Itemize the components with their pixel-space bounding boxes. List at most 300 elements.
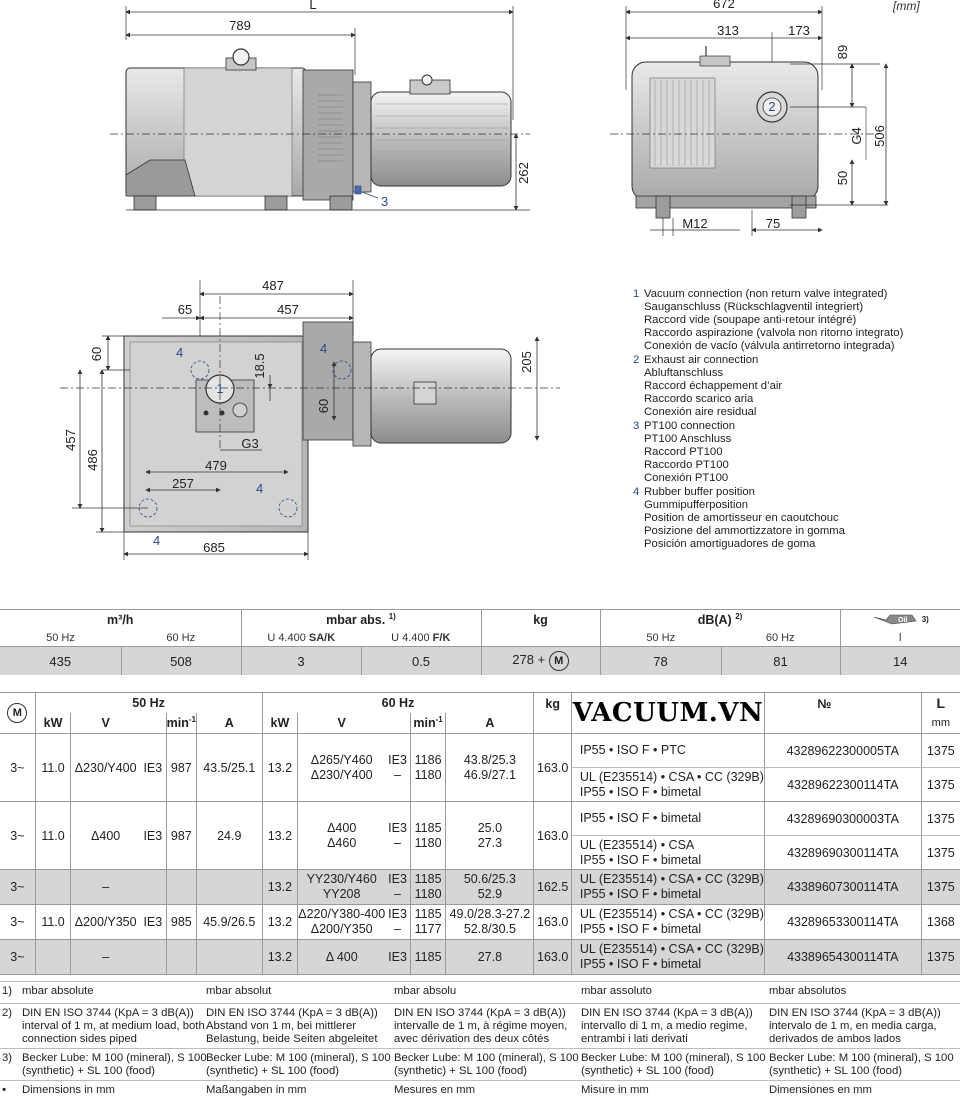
table-row	[0, 802, 960, 836]
cell-ie60	[385, 870, 410, 905]
motor-header-60: 60 Hz	[262, 693, 534, 714]
footnote-mark: 1)	[2, 985, 13, 997]
cell-part-number: 43289690300003TA	[764, 802, 921, 836]
spec-line: IP55 • ISO F • bimetal	[579, 784, 702, 799]
cell-spec	[571, 905, 764, 940]
footnote-line: entrambi i lati derivati	[581, 1033, 688, 1045]
cell-a60	[446, 802, 534, 870]
cell-v60	[298, 940, 385, 975]
legend-line: Posizione del ammortizzatore in gomma	[644, 525, 845, 537]
cell-length: 1375	[921, 734, 960, 768]
cell-part-number: 43389654300114TA	[764, 940, 921, 975]
legend-group	[633, 354, 953, 419]
rpm60-line: 1177	[414, 922, 442, 936]
cell-a50	[197, 940, 263, 975]
motor-header-m: M	[0, 693, 35, 734]
cell-kw50	[35, 940, 71, 975]
footnote-cell	[769, 985, 846, 998]
cell-kw50: 11.0	[35, 734, 71, 802]
cell-a50: 43.5/25.1	[197, 734, 263, 802]
cell-rpm50	[166, 870, 196, 905]
footnote-cell	[394, 985, 456, 998]
cell-rpm60	[410, 870, 445, 905]
callout-4b: 4	[320, 341, 328, 356]
spec-table	[0, 609, 960, 675]
cell-part-number: 43289622300005TA	[764, 734, 921, 768]
footnote-cell	[22, 1084, 115, 1097]
footnote-line: DIN EN ISO 3744 (KpA = 3 dB(A))	[394, 1007, 566, 1019]
cell-kw50	[35, 870, 71, 905]
motor-symbol: M	[549, 651, 569, 671]
cell-v60	[298, 870, 385, 905]
sub-60hz: 60 Hz	[121, 630, 241, 647]
cell-part-number: 43289622300114TA	[764, 768, 921, 802]
footnote-line: Becker Lube: M 100 (mineral), S 100	[581, 1052, 766, 1064]
cell-part-number: 43289653300114TA	[764, 905, 921, 940]
ie60-line: –	[394, 767, 401, 782]
cell-length: 1375	[921, 836, 960, 870]
a60-line: 52.9	[477, 887, 503, 901]
logo: VACUUM.VN	[571, 693, 764, 734]
legend-line: Raccordo PT100	[644, 459, 729, 471]
footnote-line: mbar absolut	[206, 985, 272, 997]
footnote-cell	[394, 1007, 567, 1046]
v60-line: Δ230/Y400	[310, 767, 373, 782]
spec-line: UL (E235514) • CSA • CC (329B)	[579, 872, 764, 886]
footnote-line: DIN EN ISO 3744 (KpA = 3 dB(A))	[22, 1007, 194, 1019]
legend-line: PT100 connection	[644, 420, 736, 432]
legend	[633, 288, 953, 552]
cell-ie60	[385, 802, 410, 870]
col-v50: V	[71, 713, 140, 734]
footnote-mark: ▪	[2, 1084, 7, 1096]
footnote-cell	[769, 1084, 872, 1097]
footnote-cell	[769, 1052, 954, 1078]
legend-line: Conexión aire residual	[644, 406, 757, 418]
dim-205: 205	[519, 351, 534, 373]
val-60: 508	[121, 647, 241, 676]
footnote-line: (synthetic) + SL 100 (food)	[581, 1065, 715, 1077]
footnote-line: DIN EN ISO 3744 (KpA = 3 dB(A))	[581, 1007, 753, 1019]
dim-685: 685	[203, 540, 225, 555]
footnote-cell	[22, 1052, 207, 1078]
footnote-line: Abstand von 1 m, bei mittlerer	[206, 1020, 357, 1032]
dim-257: 257	[172, 476, 194, 491]
cell-rpm50: 985	[166, 905, 196, 940]
callout-2: 2	[768, 99, 776, 114]
dim-486: 486	[85, 449, 100, 471]
cell-kg: 163.0	[534, 734, 571, 802]
legend-number: 1	[633, 288, 640, 300]
footnote-mark: 2)	[2, 1007, 13, 1019]
a60-line: 27.3	[477, 835, 503, 850]
footnote-cell	[206, 1052, 391, 1078]
cell-ie50	[140, 940, 166, 975]
ie60-line: IE3	[388, 752, 407, 767]
footnote-row	[0, 981, 960, 1003]
cell-spec	[571, 870, 764, 905]
footnote-cell	[769, 1007, 941, 1046]
val-db60: 81	[721, 647, 840, 676]
cell-kw50: 11.0	[35, 905, 71, 940]
cell-v60	[298, 905, 385, 940]
sub-sak: U 4.400 SA/K	[241, 630, 361, 647]
footnote-line: mbar absolute	[22, 985, 94, 997]
cell-v50: Δ200/Y350	[71, 905, 140, 940]
dim-50: 50	[835, 170, 850, 186]
val-kg: 278 + M	[481, 647, 600, 676]
val-sak: 3	[241, 647, 361, 676]
footnote-line: (synthetic) + SL 100 (food)	[206, 1065, 340, 1077]
svg-text:Oil: Oil	[897, 616, 908, 624]
dim-789: 789	[229, 18, 251, 33]
cell-rpm60	[410, 802, 445, 870]
footnote-cell	[581, 1007, 753, 1046]
dim-457-vert: 457	[63, 429, 78, 451]
footnote-row	[0, 1080, 960, 1104]
table-row	[0, 905, 960, 940]
cell-rpm50: 987	[166, 734, 196, 802]
legend-line: Abluftanschluss	[644, 367, 724, 379]
sub-db60: 60 Hz	[721, 630, 840, 647]
motor-header-L: L	[921, 693, 960, 714]
rpm60-line: 1180	[414, 887, 442, 901]
cell-v60	[298, 734, 385, 802]
legend-number: 3	[633, 420, 640, 432]
ie60-line: IE3	[388, 949, 407, 964]
ie60-line: IE3	[388, 872, 407, 886]
ie60-line: IE3	[388, 820, 407, 835]
rpm60-line: 1185	[414, 872, 442, 886]
legend-group	[633, 420, 953, 485]
cell-ph: 3~	[0, 940, 35, 975]
callout-4c: 4	[256, 481, 264, 496]
footnote-line: (synthetic) + SL 100 (food)	[22, 1065, 156, 1077]
legend-line: Position de amortisseur en caoutchouc	[644, 512, 839, 524]
cell-spec	[571, 836, 764, 870]
cell-length: 1375	[921, 870, 960, 905]
val-oil: 14	[840, 647, 960, 676]
legend-line: Conexión PT100	[644, 472, 729, 484]
spec-line: IP55 • ISO F • bimetal	[579, 957, 702, 971]
sub-50hz: 50 Hz	[0, 630, 121, 647]
spec-line: UL (E235514) • CSA • CC (329B)	[579, 907, 764, 921]
legend-line: Exhaust air connection	[644, 354, 759, 366]
val-db50: 78	[600, 647, 721, 676]
dim-75: 75	[765, 216, 781, 231]
cell-ph: 3~	[0, 734, 35, 802]
cell-a60	[446, 940, 534, 975]
footnote-line: Becker Lube: M 100 (mineral), S 100	[22, 1052, 207, 1064]
dim-487: 487	[262, 278, 284, 293]
dim-479: 479	[205, 458, 227, 473]
a60-line: 46.9/27.1	[463, 767, 516, 782]
cell-rpm60	[410, 905, 445, 940]
footnote-line: mbar assoluto	[581, 985, 652, 997]
legend-group	[633, 486, 953, 551]
a60-line: 52.8/30.5	[463, 922, 516, 936]
footnote-cell	[22, 1007, 205, 1046]
cell-kw60: 13.2	[262, 870, 298, 905]
v60-line: Δ400	[327, 820, 357, 835]
cell-kg: 163.0	[534, 940, 571, 975]
spec-line: IP55 • ISO F • bimetal	[579, 922, 702, 936]
cell-v50: –	[71, 940, 140, 975]
rpm60-line: 1185	[414, 907, 442, 921]
cell-part-number: 43389607300114TA	[764, 870, 921, 905]
col-v60: V	[298, 713, 385, 734]
cell-v50: –	[71, 870, 140, 905]
footnote-cell	[206, 1084, 306, 1097]
footnote-line: Mesures en mm	[394, 1084, 475, 1096]
oil-can-icon	[872, 611, 922, 627]
dim-262: 262	[516, 162, 531, 184]
spec-line: IP55 • ISO F • bimetal	[579, 852, 702, 867]
legend-line: Vacuum connection (non return valve integrated)	[644, 288, 888, 300]
footnote-cell	[22, 985, 94, 998]
motor-header-50: 50 Hz	[35, 693, 262, 714]
cell-ph: 3~	[0, 870, 35, 905]
footnote-line: DIN EN ISO 3744 (KpA = 3 dB(A))	[206, 1007, 378, 1019]
rpm60-line: 1180	[414, 835, 442, 850]
motor-header-kg: kg	[534, 693, 571, 734]
legend-line: Gummipufferposition	[644, 499, 749, 511]
footnote-line: Maßangaben in mm	[206, 1084, 307, 1096]
footnote-row	[0, 1003, 960, 1048]
footnote-cell	[206, 1007, 378, 1046]
footnote-line: Becker Lube: M 100 (mineral), S 100	[394, 1052, 579, 1064]
footnote-line: intervalle de 1 m, à régime moyen,	[394, 1020, 568, 1032]
cell-part-number: 43289690300114TA	[764, 836, 921, 870]
motor-header-no: №	[764, 693, 883, 734]
ie60-line: –	[394, 922, 401, 936]
table-row	[0, 870, 960, 905]
footnote-line: mbar absolu	[394, 985, 457, 997]
rpm60-line: 1185	[414, 949, 442, 964]
footnote-row	[0, 1048, 960, 1080]
cell-kw60: 13.2	[262, 802, 298, 870]
legend-number: 4	[633, 486, 640, 498]
ie60-line: –	[394, 887, 401, 901]
cell-rpm50: 987	[166, 802, 196, 870]
footnote-cell	[394, 1052, 579, 1078]
footnote-line: Dimensiones en mm	[769, 1084, 872, 1096]
header-pressure: mbar abs. $^{1)}$	[241, 610, 481, 631]
legend-line: Raccord vide (soupape anti-retour intégré)	[644, 314, 857, 326]
v60-line: Δ265/Y460	[310, 752, 373, 767]
footnote-line: derivados de ambos lados	[769, 1033, 901, 1045]
dim-M12: M12	[682, 216, 708, 231]
footnote-cell	[206, 985, 271, 998]
col-mm: mm	[921, 713, 960, 734]
dim-60-side: 60	[316, 398, 331, 414]
cell-length: 1375	[921, 802, 960, 836]
v60-line: YY230/Y460	[306, 872, 377, 886]
spec-line: UL (E235514) • CSA • CC (329B)	[579, 942, 764, 956]
footnote-line: connection sides piped	[22, 1033, 137, 1045]
cell-spec	[571, 734, 764, 768]
footnote-cell	[581, 1052, 766, 1078]
cell-a60	[446, 905, 534, 940]
rpm60-line: 1180	[414, 767, 442, 782]
dim-G3: G3	[241, 436, 259, 451]
footnote-cell	[581, 1084, 649, 1097]
footnote-line: (synthetic) + SL 100 (food)	[394, 1065, 528, 1077]
v60-line: Δ220/Y380-400	[298, 907, 386, 921]
sub-l: l	[840, 630, 960, 647]
dim-313: 313	[717, 23, 739, 38]
legend-line: Conexión de vacío (válvula antirretorno integrada)	[644, 340, 895, 352]
cell-v50: Δ230/Y400	[71, 734, 140, 802]
cell-rpm60	[410, 734, 445, 802]
a60-line: 50.6/25.3	[463, 872, 516, 886]
cell-ie60	[385, 905, 410, 940]
cell-a50	[197, 870, 263, 905]
dim-89: 89	[835, 44, 850, 60]
cell-ie50: IE3	[140, 802, 166, 870]
footnote-line: Becker Lube: M 100 (mineral), S 100	[206, 1052, 391, 1064]
cell-v50: Δ400	[71, 802, 140, 870]
legend-line: Posición amortiguadores de goma	[644, 538, 816, 550]
footnote-cell	[394, 1084, 475, 1097]
spec-line: IP55 • ISO F • bimetal	[579, 887, 702, 901]
legend-line: Raccord PT100	[644, 446, 723, 458]
footnote-line: Misure in mm	[581, 1084, 649, 1096]
header-db: dB(A) $^{2)}$	[600, 610, 840, 631]
legend-line: Sauganschluss (Rückschlagventil integriert)	[644, 301, 864, 313]
spec-line: IP55 • ISO F • PTC	[579, 743, 686, 757]
a60-line: 49.0/28.3-27.2	[449, 907, 531, 921]
legend-number: 2	[633, 354, 640, 366]
cell-kg: 163.0	[534, 905, 571, 940]
cell-kg: 163.0	[534, 802, 571, 870]
cell-a50: 24.9	[197, 802, 263, 870]
cell-rpm60	[410, 940, 445, 975]
a60-line: 43.8/25.3	[463, 752, 516, 767]
cell-rpm50	[166, 940, 196, 975]
ie60-line: IE3	[388, 907, 407, 921]
legend-line: Raccordo scarico aria	[644, 393, 754, 405]
cell-ie60	[385, 734, 410, 802]
dim-672: 672	[713, 0, 735, 11]
val-50: 435	[0, 647, 121, 676]
cell-length: 1368	[921, 905, 960, 940]
v60-line: Δ200/Y350	[310, 922, 373, 936]
val-fk: 0.5	[361, 647, 481, 676]
cell-length: 1375	[921, 940, 960, 975]
footnote-line: avec dérivation des deux côtés	[394, 1033, 550, 1045]
unit-label: [mm]	[893, 0, 920, 13]
header-flow: m³/h	[0, 610, 241, 631]
legend-line: Raccordo aspirazione (valvola non ritorno integrato)	[644, 327, 904, 339]
dim-G4: G4	[849, 127, 864, 145]
callout-1: 1	[216, 381, 224, 396]
footnote-line: mbar absolutos	[769, 985, 847, 997]
footnote-line: intervallo di 1 m, a medio regime,	[581, 1020, 748, 1032]
sub-fk: U 4.400 F/K	[361, 630, 481, 647]
rpm60-line: 1185	[414, 820, 442, 835]
cell-ie50: IE3	[140, 905, 166, 940]
footnote-line: DIN EN ISO 3744 (KpA = 3 dB(A))	[769, 1007, 941, 1019]
cell-length: 1375	[921, 768, 960, 802]
col-min60: $\min^{-1}$	[410, 713, 445, 734]
col-a60: A	[446, 713, 534, 734]
header-oil: Oil $^{3)}$	[840, 610, 960, 631]
spec-line: IP55 • ISO F • bimetal	[579, 811, 702, 825]
cell-ph: 3~	[0, 905, 35, 940]
top-view	[60, 280, 560, 560]
cell-spec	[571, 768, 764, 802]
cell-kw60: 13.2	[262, 905, 298, 940]
a60-line: 25.0	[477, 820, 503, 835]
cell-kw60: 13.2	[262, 734, 298, 802]
dim-457: 457	[277, 302, 299, 317]
footnote-line: intervalo de 1 m, en media carga,	[769, 1020, 937, 1032]
dim-173: 173	[788, 23, 810, 38]
cell-ie60	[385, 940, 410, 975]
cell-ph: 3~	[0, 802, 35, 870]
dim-506: 506	[872, 125, 887, 147]
v60-line: Δ 400	[325, 949, 358, 964]
legend-line: Rubber buffer position	[644, 486, 755, 498]
spec-line: UL (E235514) • CSA • CC (329B)	[579, 769, 764, 784]
cell-ie50: IE3	[140, 734, 166, 802]
footnote-line: Becker Lube: M 100 (mineral), S 100	[769, 1052, 954, 1064]
sub-empty	[481, 630, 600, 647]
cell-a50: 45.9/26.5	[197, 905, 263, 940]
dim-60-top: 60	[89, 346, 104, 362]
col-min50: $\min^{-1}$	[166, 713, 196, 734]
footnote-line: (synthetic) + SL 100 (food)	[769, 1065, 903, 1077]
v60-line: Δ460	[327, 835, 357, 850]
legend-group	[633, 288, 953, 353]
cell-kg: 162.5	[534, 870, 571, 905]
dim-18-5: 18.5	[252, 353, 267, 379]
ie60-line: –	[394, 835, 401, 850]
end-view	[610, 6, 888, 236]
col-kw50: kW	[35, 713, 71, 734]
v60-line: YY208	[322, 887, 361, 901]
cell-a60	[446, 734, 534, 802]
dim-L: L	[309, 0, 317, 12]
rpm60-line: 1186	[414, 752, 442, 767]
cell-a60	[446, 870, 534, 905]
cell-ie50	[140, 870, 166, 905]
dim-65: 65	[177, 302, 193, 317]
footnotes	[0, 981, 960, 1104]
spec-line: UL (E235514) • CSA	[579, 837, 695, 852]
footnote-mark: 3)	[2, 1052, 13, 1064]
side-view	[110, 6, 530, 210]
footnote-line: Dimensions in mm	[22, 1084, 115, 1096]
callout-3: 3	[381, 194, 389, 209]
cell-spec	[571, 940, 764, 975]
callout-4d: 4	[153, 533, 161, 548]
footnote-line: Belastung, beide Seiten abgeleitet	[206, 1033, 378, 1045]
legend-line: PT100 Anschluss	[644, 433, 732, 445]
col-kw60: kW	[262, 713, 298, 734]
col-a50: A	[197, 713, 263, 734]
callout-4a: 4	[176, 345, 184, 360]
motor-table	[0, 692, 960, 975]
sub-db50: 50 Hz	[600, 630, 721, 647]
footnote-line: interval of 1 m, at medium load, both	[22, 1020, 205, 1032]
cell-kw60: 13.2	[262, 940, 298, 975]
table-row	[0, 940, 960, 975]
footnote-cell	[581, 985, 652, 998]
cell-v60	[298, 802, 385, 870]
legend-line: Raccord échappement d’air	[644, 380, 783, 392]
